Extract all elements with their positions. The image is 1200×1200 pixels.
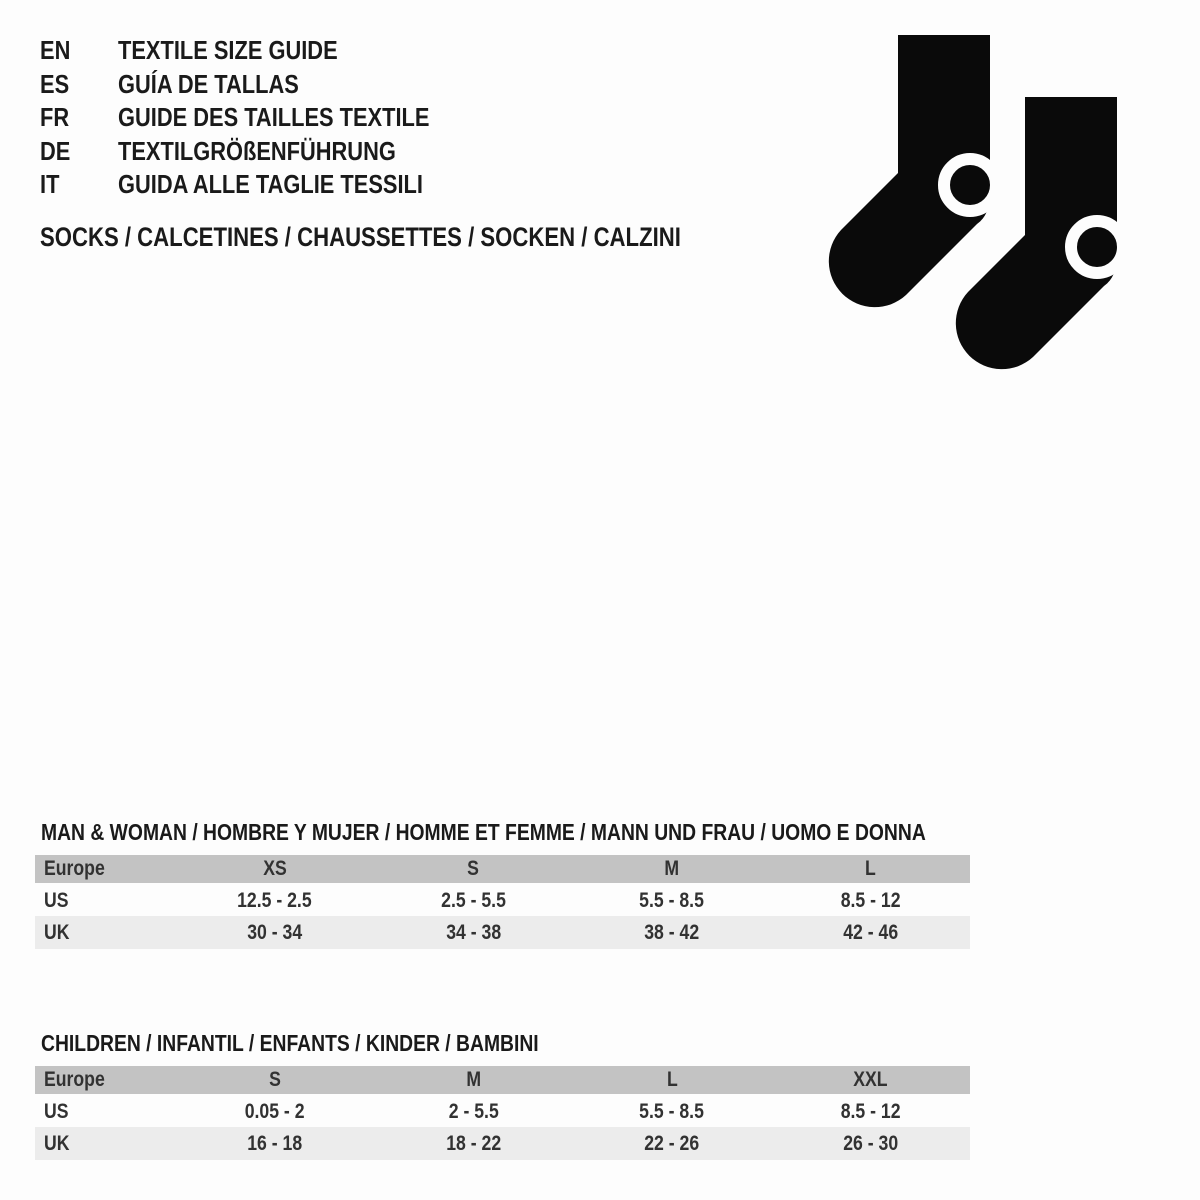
- column-header-size-l: L: [771, 855, 970, 884]
- size-cell: 42 - 46: [843, 920, 899, 944]
- language-label: GUIDE DES TAILLES TEXTILE: [118, 102, 430, 133]
- column-header-size-s: S: [374, 855, 573, 884]
- size-cell: 12.5 - 2.5: [237, 888, 312, 912]
- table-row-us: [35, 1095, 970, 1127]
- socks-icon: [808, 20, 1138, 380]
- language-row-it: [40, 168, 489, 202]
- size-cell: 0.05 - 2: [244, 1099, 305, 1123]
- language-code: EN: [40, 35, 71, 66]
- table-title-men-women: MAN & WOMAN / HOMBRE Y MUJER / HOMME ET FEMME / MANN UND FRAU / UOMO E DONNA: [41, 819, 926, 845]
- language-row-es: [40, 68, 489, 102]
- language-code: DE: [40, 135, 71, 166]
- row-label: US: [44, 888, 69, 912]
- size-cell: 2.5 - 5.5: [440, 888, 506, 912]
- size-cell: 30 - 34: [247, 920, 303, 944]
- size-cell: 26 - 30: [843, 1131, 899, 1155]
- table-header-row: [35, 1066, 970, 1095]
- size-table-men-women: [35, 855, 970, 949]
- column-header-size-m: M: [374, 1066, 573, 1095]
- size-cell: 34 - 38: [445, 920, 501, 944]
- size-cell: 8.5 - 12: [840, 1099, 901, 1123]
- table-title-children: CHILDREN / INFANTIL / ENFANTS / KINDER / BAMBINI: [41, 1030, 539, 1056]
- table-row-us: [35, 884, 970, 916]
- column-header-region: Europe: [35, 855, 175, 884]
- language-list: [40, 34, 489, 202]
- column-header-size-s: S: [175, 1066, 374, 1095]
- language-row-en: [40, 34, 489, 68]
- column-header-size-xxl: XXL: [771, 1066, 970, 1095]
- language-label: TEXTILGRÖßENFÜHRUNG: [118, 135, 396, 166]
- category-title: SOCKS / CALCETINES / CHAUSSETTES / SOCKEN / CALZINI: [40, 222, 681, 252]
- size-cell: 2 - 5.5: [448, 1099, 499, 1123]
- size-cell: 22 - 26: [644, 1131, 700, 1155]
- language-row-fr: [40, 101, 489, 135]
- table-header-row: [35, 855, 970, 884]
- column-header-region: Europe: [35, 1066, 175, 1095]
- size-table-children: [35, 1066, 970, 1160]
- size-table-section-children: [35, 1031, 970, 1160]
- sock-left: [829, 35, 996, 307]
- size-cell: 38 - 42: [644, 920, 700, 944]
- language-row-de: [40, 135, 489, 169]
- row-label: UK: [44, 1131, 70, 1155]
- language-label: GUIDA ALLE TAGLIE TESSILI: [118, 169, 423, 200]
- language-code: ES: [40, 68, 70, 99]
- column-header-size-l: L: [573, 1066, 772, 1095]
- language-label: GUÍA DE TALLAS: [118, 68, 299, 99]
- language-label: TEXTILE SIZE GUIDE: [118, 35, 338, 66]
- size-table-section-men-women: [35, 820, 970, 949]
- row-label: UK: [44, 920, 70, 944]
- column-header-size-m: M: [573, 855, 772, 884]
- column-header-size-xs: XS: [175, 855, 374, 884]
- language-code: FR: [40, 102, 70, 133]
- table-row-uk: [35, 916, 970, 949]
- size-cell: 16 - 18: [247, 1131, 303, 1155]
- size-cell: 8.5 - 12: [840, 888, 901, 912]
- size-cell: 5.5 - 8.5: [639, 888, 705, 912]
- language-code: IT: [40, 169, 60, 200]
- size-cell: 18 - 22: [445, 1131, 501, 1155]
- size-cell: 5.5 - 8.5: [639, 1099, 705, 1123]
- table-row-uk: [35, 1127, 970, 1160]
- row-label: US: [44, 1099, 69, 1123]
